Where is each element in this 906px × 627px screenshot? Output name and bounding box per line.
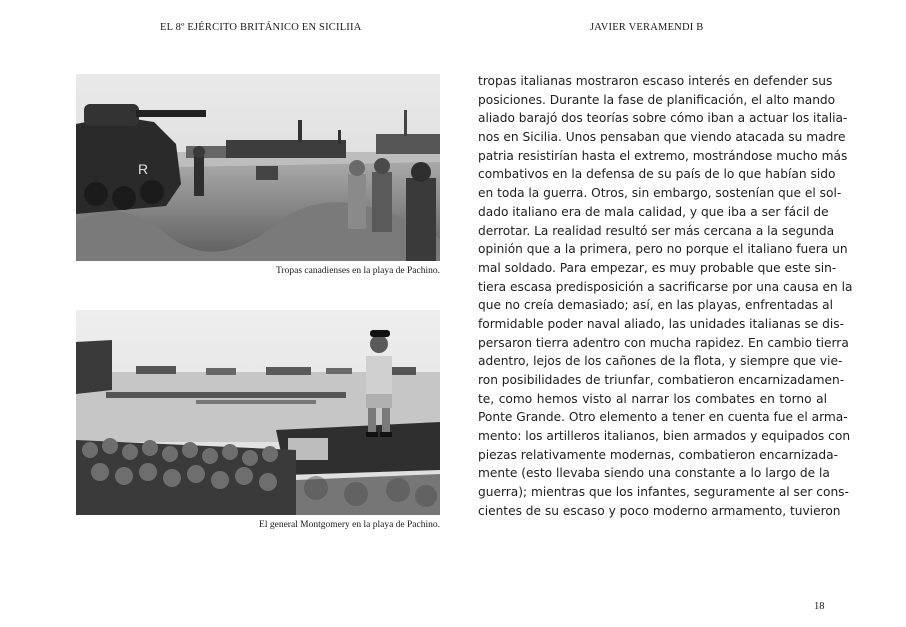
page-number: 18 bbox=[814, 601, 825, 612]
body-line: que no creía demasiado; así, en las playas, enfrentadas al bbox=[478, 298, 834, 313]
body-line: tropas italianas mostraron escaso interés en defender sus bbox=[478, 74, 833, 88]
body-line: adentro, lejos de los cañones de la flota, y siempre que vie- bbox=[478, 354, 843, 369]
body-text bbox=[478, 72, 853, 521]
body-line: persaron tierra adentro con mucha rapidez. En cambio tierra bbox=[478, 335, 849, 350]
body-line: dado italiano era de mala calidad, y que iba a ser fácil de bbox=[478, 204, 829, 219]
body-line: patria resistirían hasta el extremo, mostrándose mucho más bbox=[478, 148, 848, 163]
running-head-left: EL 8º EJÉRCITO BRITÁNICO EN SICILIIA bbox=[160, 22, 362, 33]
body-line: en toda la guerra. Otros, sin embargo, sostenían que el sol- bbox=[478, 186, 842, 201]
body-line: tiera escasa predisposición a sacrificarse por una causa en la bbox=[478, 279, 853, 294]
running-head-right: JAVIER VERAMENDI B bbox=[590, 22, 704, 33]
body-line: te, como hemos visto al narrar los combates en torno al bbox=[478, 391, 827, 406]
body-line: mente (esto llevaba siendo una constante a lo largo de la bbox=[478, 466, 830, 481]
body-line: derrotar. La realidad resultó ser más cercana a la segunda bbox=[478, 223, 835, 238]
body-line: posiciones. Durante la fase de planificación, el alto mando bbox=[478, 92, 836, 107]
photo-montgomery bbox=[76, 310, 440, 515]
body-line: piezas relativamente modernas, combatieron encarnizada- bbox=[478, 447, 839, 462]
body-line: formidable poder naval aliado, las unidades italianas se dis- bbox=[478, 316, 845, 331]
body-line: aliado barajó dos teorías sobre cómo iban a actuar los italia- bbox=[478, 111, 848, 126]
body-line: combativos en la defensa de su país de lo que habían sido bbox=[478, 167, 836, 182]
photo-caption-2: El general Montgomery en la playa de Pachino. bbox=[259, 520, 440, 530]
svg-text:R: R bbox=[138, 161, 149, 177]
body-line: cientes de su escaso y poco moderno armamento, tuvieron bbox=[478, 503, 841, 518]
body-line: nos en Sicilia. Unos pensaban que viendo atacada su madre bbox=[478, 130, 846, 145]
body-line: guerra); mientras que los infantes, seguramente al ser cons- bbox=[478, 485, 849, 500]
photo-caption-1: Tropas canadienses en la playa de Pachino. bbox=[275, 266, 440, 276]
body-line: mento: los artilleros italianos, bien armados y equipados con bbox=[478, 429, 851, 444]
body-line: opinión que a la primera, pero no porque el italiano fuera un bbox=[478, 242, 848, 257]
body-line: ron posibilidades de triunfar, combatieron encarnizadamen- bbox=[478, 373, 845, 387]
photo-canadian-troops bbox=[76, 74, 440, 261]
body-line: Ponte Grande. Otro elemento a tener en cuenta fue el arma- bbox=[478, 410, 848, 425]
body-line: mal soldado. Para empezar, es muy probable que este sin- bbox=[478, 260, 837, 275]
